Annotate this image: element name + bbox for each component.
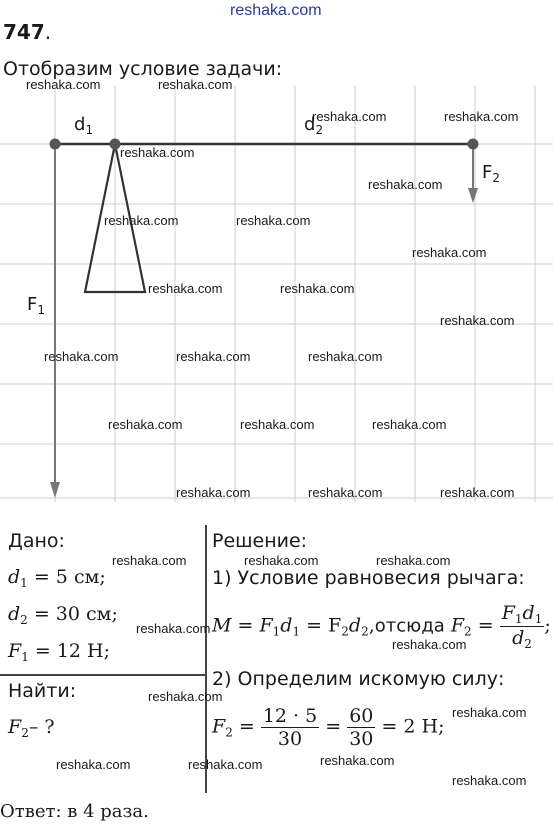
watermark: reshaka.com bbox=[312, 109, 387, 124]
watermark: reshaka.com bbox=[120, 145, 195, 160]
label-f2: $F_2$ bbox=[482, 162, 500, 185]
watermark: reshaka.com bbox=[240, 417, 315, 432]
watermark: reshaka.com bbox=[148, 281, 223, 296]
problem-number-dot: . bbox=[44, 20, 52, 44]
force-f1-arrowhead bbox=[50, 482, 60, 498]
horizontal-divider bbox=[0, 674, 205, 676]
watermark: reshaka.com bbox=[108, 417, 183, 432]
vertical-divider bbox=[205, 525, 207, 793]
fraction-f1d1-over-d2: $\frac{F_1d_1}{d_2}$ bbox=[501, 602, 543, 651]
site-watermark-top: reshaka.com bbox=[230, 2, 322, 19]
problem-number-value: 747 bbox=[3, 20, 45, 44]
watermark: reshaka.com bbox=[136, 621, 211, 636]
watermark: reshaka.com bbox=[368, 177, 443, 192]
find-line-f2: $F_2-$ ? bbox=[8, 716, 55, 740]
intro-text: Отобразим условие задачи: bbox=[3, 58, 283, 80]
label-d2: $d_2$ bbox=[304, 114, 324, 137]
lever-end-right-point bbox=[468, 139, 479, 150]
problem-number bbox=[3, 20, 51, 44]
equation-equilibrium: $M = F_1d_1$ = $F_2d_2,отсюда$ $F_2$ = $\frac{F_1d_1}{d_2}$ ; bbox=[212, 602, 551, 651]
given-line-f1: $F_1 = 12$ Н; bbox=[8, 640, 111, 664]
watermark: reshaka.com bbox=[376, 553, 451, 568]
given-line-d2: $d_2 = 30$ см; bbox=[8, 603, 118, 627]
watermark: reshaka.com bbox=[148, 689, 223, 704]
watermark: reshaka.com bbox=[452, 773, 527, 788]
watermark: reshaka.com bbox=[392, 637, 467, 652]
watermark: reshaka.com bbox=[452, 705, 527, 720]
word-otsyuda: отсюда bbox=[374, 615, 445, 637]
solution-step1: 1) Условие равновесия рычага: bbox=[212, 567, 525, 589]
watermark: reshaka.com bbox=[112, 553, 187, 568]
equation-result: $F_2$ = $\frac{12 \cdot 5}{30}$ = $\frac{60}{30}$ = 2 Н; bbox=[212, 705, 445, 750]
watermark: reshaka.com bbox=[308, 349, 383, 364]
watermark: reshaka.com bbox=[412, 245, 487, 260]
watermark: reshaka.com bbox=[26, 77, 101, 92]
solution-heading: Решение: bbox=[212, 530, 308, 552]
watermark: reshaka.com bbox=[244, 553, 319, 568]
watermark: reshaka.com bbox=[158, 77, 233, 92]
find-heading: Найти: bbox=[8, 680, 77, 702]
given-line-d1: $d_1 = 5$ см; bbox=[8, 566, 106, 590]
label-d1: $d_1$ bbox=[74, 114, 94, 137]
watermark: reshaka.com bbox=[176, 349, 251, 364]
label-f1: $F_1$ bbox=[27, 294, 45, 317]
lever-end-left-point bbox=[50, 139, 61, 150]
watermark: reshaka.com bbox=[444, 109, 519, 124]
watermark: reshaka.com bbox=[280, 281, 355, 296]
watermark: reshaka.com bbox=[188, 757, 263, 772]
answer-text: Ответ: в 4 раза. bbox=[0, 801, 149, 822]
given-heading: Дано: bbox=[8, 530, 65, 552]
force-f2-arrowhead bbox=[468, 188, 478, 203]
watermark: reshaka.com bbox=[440, 313, 515, 328]
fraction-60-over-30: $\frac{60}{30}$ bbox=[349, 705, 374, 750]
watermark: reshaka.com bbox=[176, 485, 251, 500]
watermark: reshaka.com bbox=[104, 213, 179, 228]
watermark: reshaka.com bbox=[320, 753, 395, 768]
lever-diagram bbox=[0, 86, 553, 516]
watermark: reshaka.com bbox=[56, 757, 131, 772]
solution-step2: 2) Определим искомую силу: bbox=[212, 668, 505, 690]
watermark: reshaka.com bbox=[308, 485, 383, 500]
watermark: reshaka.com bbox=[440, 485, 515, 500]
watermark: reshaka.com bbox=[44, 349, 119, 364]
watermark: reshaka.com bbox=[372, 417, 447, 432]
watermark: reshaka.com bbox=[236, 213, 311, 228]
fraction-12x5-over-30: $\frac{12 \cdot 5}{30}$ bbox=[262, 705, 318, 750]
fulcrum-point bbox=[110, 139, 121, 150]
